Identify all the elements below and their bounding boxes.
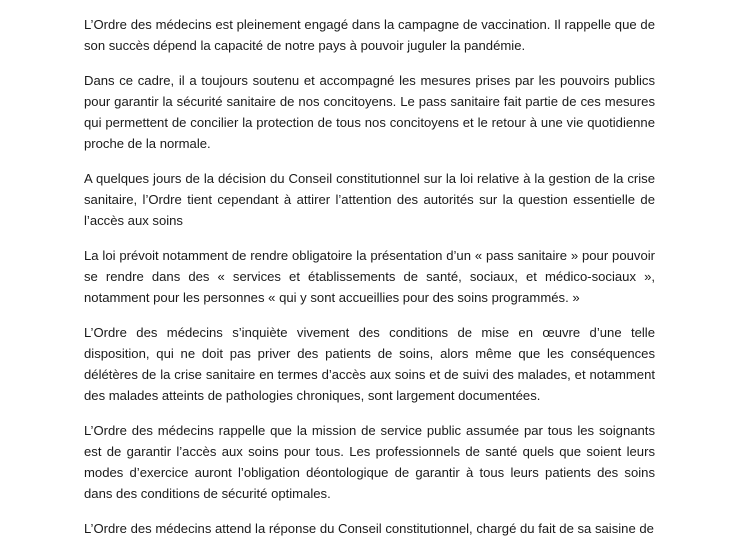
paragraph-awaiting-response: L’Ordre des médecins attend la réponse du Conseil constitutionnel, chargé du fait de sa saisine de [84,521,654,536]
paragraph-public-service-mission: L’Ordre des médecins rappelle que la mission de service public assumée par tous les soignants est de garantir l’accès aux soins pour tous. Les professionnels de santé quels que soient leurs modes d’exercice auront l’obligation déontologique de garantir à tous leurs patients des soins dans des conditions de sécurité optimales. [84,423,655,501]
paragraph-law-provisions: La loi prévoit notamment de rendre obligatoire la présentation d’un « pass sanitaire » pour pouvoir se rendre dans des « services et établissements de santé, sociaux, et médico-sociaux », notamment pour les personnes « qui y sont accueillies pour des soins programmés. » [84,248,655,305]
paragraph-health-pass-measures: Dans ce cadre, il a toujours soutenu et accompagné les mesures prises par les pouvoirs publics pour garantir la sécurité sanitaire de nos concitoyens. Le pass sanitaire fait partie de ces mesures qui permettent de concilier la protection de tous nos concitoyens et le retour à une vie quotidienne proche de la normale. [84,73,655,151]
paragraph-constitutional-council-decision: A quelques jours de la décision du Conseil constitutionnel sur la loi relative à la gestion de la crise sanitaire, l’Ordre tient cependant à attirer l’attention des autorités sur la question essentielle de l’accès aux soins [84,171,655,228]
paragraph-access-to-care-concern: L’Ordre des médecins s’inquiète vivement des conditions de mise en œuvre d’une telle disposition, qui ne doit pas priver des patients de soins, alors même que les conséquences délétères de la crise sanitaire en termes d’accès aux soins et de suivi des malades, et notamment des malades atteints de pathologies chroniques, sont largement documentées. [84,325,655,403]
paragraph-vaccination-campaign: L’Ordre des médecins est pleinement engagé dans la campagne de vaccination. Il rappelle que de son succès dépend la capacité de notre pays à pouvoir juguler la pandémie. [84,17,655,53]
